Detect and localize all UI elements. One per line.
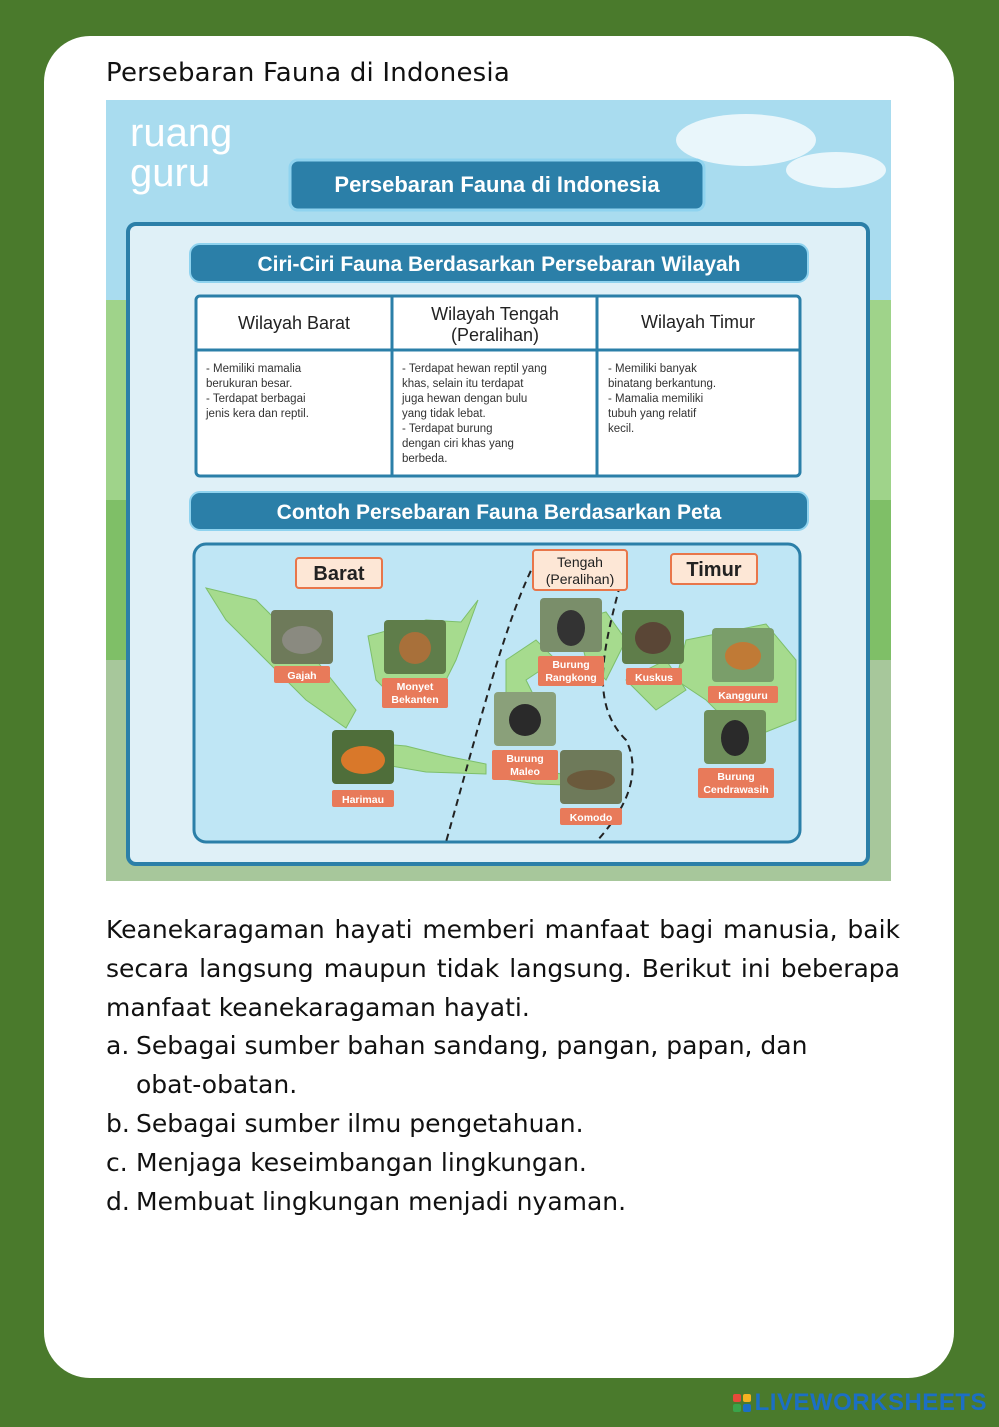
col-tengah-line: yang tidak lebat. bbox=[402, 408, 486, 420]
maleo-icon bbox=[509, 704, 541, 736]
col-tengah-line: - Terdapat hewan reptil yang bbox=[402, 363, 547, 375]
region-tengah-sub: (Peralihan) bbox=[545, 571, 615, 587]
col-header-timur: Wilayah Timur bbox=[640, 312, 756, 332]
tiger-icon bbox=[341, 746, 385, 774]
col-barat-line: - Memiliki mamalia bbox=[206, 363, 302, 375]
monkey-icon bbox=[399, 632, 431, 664]
col-header-tengah: Wilayah Tengah bbox=[431, 304, 559, 324]
col-tengah-line: berbeda. bbox=[402, 453, 448, 465]
animal-label-maleo: Burung bbox=[506, 753, 544, 765]
section2-title: Contoh Persebaran Fauna Berdasarkan Peta bbox=[276, 501, 722, 524]
col-barat-line: jenis kera dan reptil. bbox=[206, 408, 309, 420]
liveworksheets-icon bbox=[733, 1394, 751, 1412]
body-paragraph: Keanekaragaman hayati memberi manfaat bagi manusia, baik secara langsung maupun tidak langsung. Berikut ini beberapa manfaat keanekaragaman hayati. bbox=[106, 915, 900, 1022]
cuscus-icon bbox=[635, 622, 671, 654]
col-timur-line: binatang berkantung. bbox=[608, 378, 717, 390]
animal-label-komodo: Komodo bbox=[569, 812, 613, 824]
banner-title: Persebaran Fauna di Indonesia bbox=[334, 172, 660, 197]
kangaroo-icon bbox=[725, 642, 761, 670]
list-marker: a. bbox=[106, 1031, 130, 1060]
logo-ruang: ruang bbox=[130, 111, 233, 155]
col-timur-line: - Memiliki banyak bbox=[608, 363, 697, 375]
col-header-barat: Wilayah Barat bbox=[237, 313, 351, 333]
elephant-icon bbox=[282, 626, 322, 654]
animal-label-maleo-sub: Maleo bbox=[510, 766, 540, 778]
col-tengah-line: dengan ciri khas yang bbox=[402, 438, 514, 450]
col-header-tengah-sub: (Peralihan) bbox=[450, 325, 540, 345]
list-item bbox=[106, 1026, 866, 1104]
region-barat: Barat bbox=[313, 563, 365, 585]
animal-label-kuskus: Kuskus bbox=[635, 672, 673, 684]
list-item bbox=[106, 1104, 866, 1143]
region-tengah: Tengah bbox=[557, 554, 603, 570]
list-marker: b. bbox=[106, 1109, 130, 1138]
animal-label-kangguru: Kangguru bbox=[718, 690, 768, 702]
logo-guru: guru bbox=[130, 151, 211, 195]
list-marker: d. bbox=[106, 1187, 130, 1216]
animal-label-monyet: Monyet bbox=[396, 681, 434, 693]
list-item bbox=[106, 1143, 866, 1182]
region-timur: Timur bbox=[686, 559, 742, 581]
col-timur-line: kecil. bbox=[608, 423, 635, 435]
col-tengah-line: khas, selain itu terdapat bbox=[402, 378, 524, 390]
benefits-list bbox=[106, 1026, 866, 1221]
animal-label-rangkong: Burung bbox=[552, 659, 590, 671]
animal-label-cendrawasih: Burung bbox=[717, 771, 755, 783]
animal-label-monyet-sub: Bekanten bbox=[391, 694, 439, 706]
list-text: Sebagai sumber bahan sandang, pangan, papan, dan obat-obatan. bbox=[136, 1031, 808, 1099]
list-text: Sebagai sumber ilmu pengetahuan. bbox=[136, 1109, 584, 1138]
col-timur-line: tubuh yang relatif bbox=[608, 408, 697, 420]
animal-label-rangkong-sub: Rangkong bbox=[545, 672, 597, 684]
col-tengah-line: juga hewan dengan bulu bbox=[402, 393, 528, 405]
col-barat-line: - Terdapat berbagai bbox=[206, 393, 306, 405]
list-item bbox=[106, 1182, 866, 1221]
animal-label-gajah: Gajah bbox=[287, 670, 317, 682]
liveworksheets-brand: LIVEWORKSHEETS bbox=[754, 1389, 987, 1416]
bird-of-paradise-icon bbox=[721, 720, 749, 756]
liveworksheets-logo[interactable] bbox=[733, 1389, 987, 1417]
col-timur-line: - Mamalia memiliki bbox=[608, 393, 704, 405]
list-text: Membuat lingkungan menjadi nyaman. bbox=[136, 1187, 627, 1216]
section1-title: Ciri-Ciri Fauna Berdasarkan Persebaran Wilayah bbox=[257, 253, 741, 276]
list-marker: c. bbox=[106, 1148, 128, 1177]
page-title: Persebaran Fauna di Indonesia bbox=[106, 58, 510, 88]
infographic-image bbox=[106, 100, 891, 881]
col-tengah-line: - Terdapat burung bbox=[402, 423, 493, 435]
hornbill-icon bbox=[557, 610, 585, 646]
list-text: Menjaga keseimbangan lingkungan. bbox=[136, 1148, 587, 1177]
animal-label-harimau: Harimau bbox=[341, 794, 385, 806]
animal-label-cendrawasih-sub: Cendrawasih bbox=[703, 784, 769, 796]
komodo-icon bbox=[567, 770, 615, 790]
col-barat-line: berukuran besar. bbox=[206, 378, 293, 390]
